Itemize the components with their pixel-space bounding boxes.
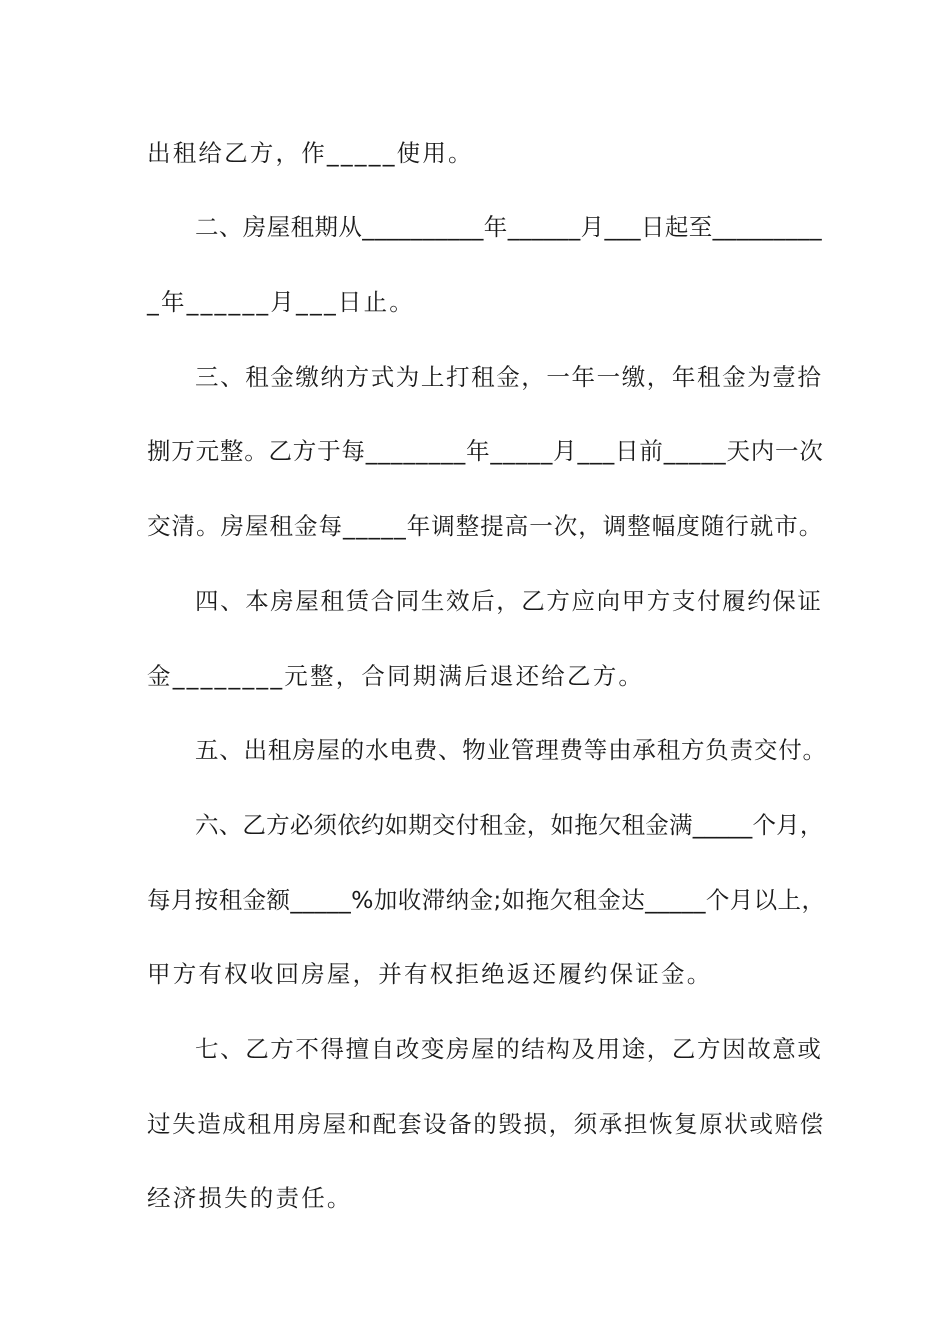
text-line-11: 每月按租金额_____%加收滞纳金;如拖欠租金达_____个月以上， (147, 886, 826, 914)
text-line-12: 甲方有权收回房屋，并有权拒绝返还履约保证金。 (147, 960, 713, 988)
text-line-7: 四、本房屋租赁合同生效后，乙方应向甲方支付履约保证 (195, 587, 823, 615)
text-line-9: 五、出租房屋的水电费、物业管理费等由承租方负责交付。 (195, 736, 827, 764)
text-line-15: 经济损失的责任。 (147, 1184, 353, 1212)
text-line-4: 三、租金缴纳方式为上打租金，一年一缴，年租金为壹拾 (195, 363, 823, 391)
text-line-1: 出租给乙方，作_____使用。 (147, 139, 474, 167)
text-line-10: 六、乙方必须依约如期交付租金，如拖欠租金满_____个月， (195, 811, 824, 839)
text-line-5: 捌万元整。乙方于每________年_____月___日前_____天内一次 (147, 437, 824, 465)
text-line-14: 过失造成租用房屋和配套设备的毁损，须承担恢复原状或赔偿 (147, 1110, 825, 1138)
text-line-2: 二、房屋租期从__________年______月___日起至_________ (195, 213, 822, 241)
text-line-3: _年______月___日止。 (147, 288, 415, 316)
text-line-6: 交清。房屋租金每_____年调整提高一次，调整幅度随行就市。 (147, 512, 824, 540)
text-line-8: 金________元整，合同期满后退还给乙方。 (147, 662, 645, 690)
text-line-13: 七、乙方不得擅自改变房屋的结构及用途，乙方因故意或 (195, 1035, 823, 1063)
